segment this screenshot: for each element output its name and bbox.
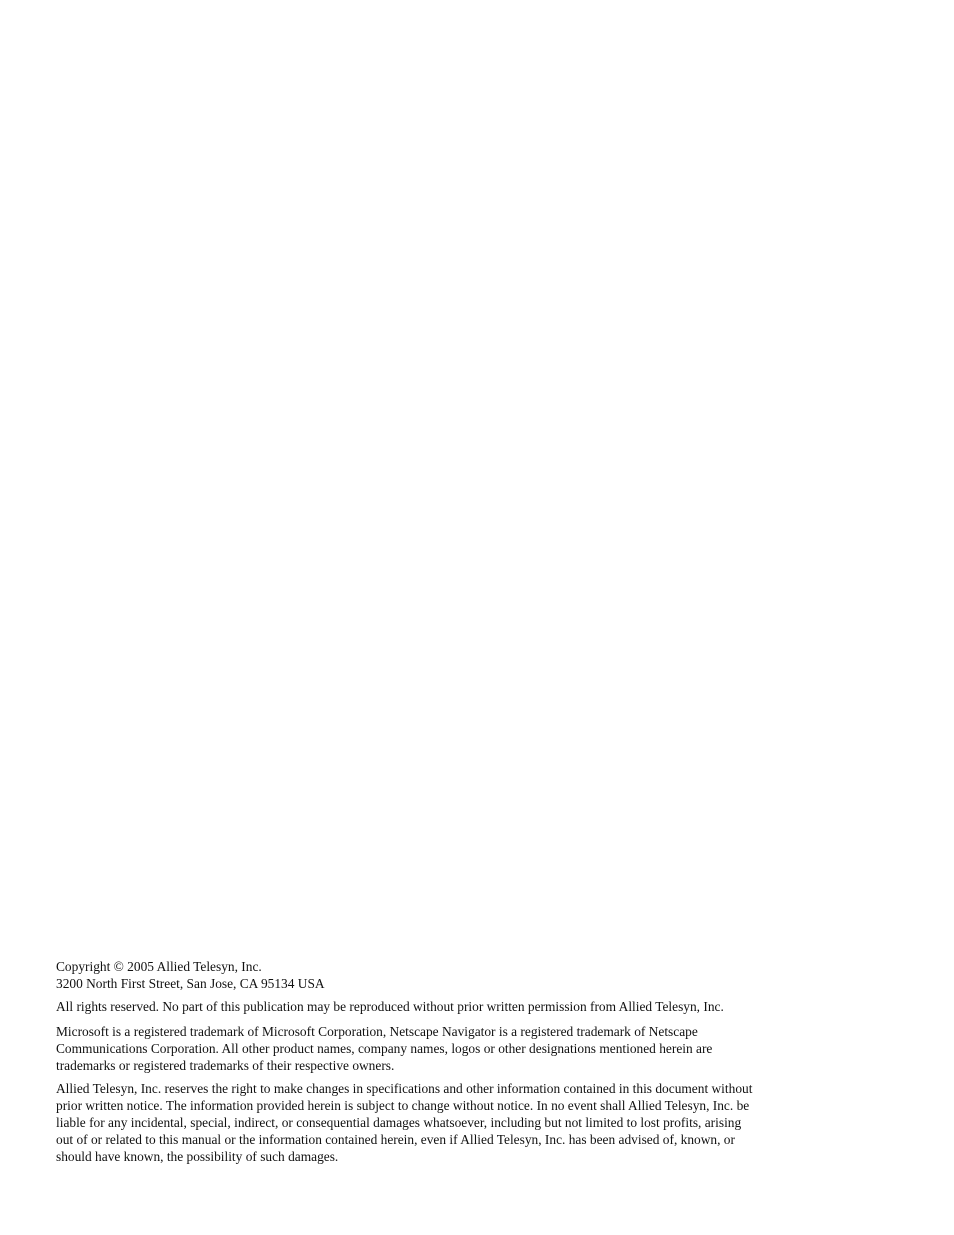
disclaimer-line-3: liable for any incidental, special, indirect, or consequential damages whatsoever, including but not limited to lost profits, arising [56, 1115, 742, 1130]
rights-paragraph [56, 998, 900, 1015]
disclaimer-line-4: out of or related to this manual or the information contained herein, even if Allied Telesyn, Inc. has been advised of, known, or [56, 1132, 735, 1147]
trademarks-line-1: Microsoft is a registered trademark of Microsoft Corporation, Netscape Navigator is a registered trademark of Netscape [56, 1024, 698, 1039]
trademarks-line-2: Communications Corporation. All other product names, company names, logos or other designations mentioned herein are [56, 1041, 713, 1056]
legal-notice [56, 958, 900, 1171]
disclaimer-line-5: should have known, the possibility of such damages. [56, 1149, 339, 1164]
rights-text: All rights reserved. No part of this publication may be reproduced without prior written permission from Allied Telesyn, Inc. [56, 999, 724, 1014]
disclaimer-line-2: prior written notice. The information provided herein is subject to change without notice. In no event shall Allied Telesyn, Inc. be [56, 1098, 750, 1113]
address-line: 3200 North First Street, San Jose, CA 95134 USA [56, 976, 325, 991]
copyright-block [56, 958, 900, 992]
trademarks-paragraph [56, 1023, 900, 1074]
copyright-line: Copyright © 2005 Allied Telesyn, Inc. [56, 959, 262, 974]
disclaimer-paragraph [56, 1080, 900, 1165]
disclaimer-line-1: Allied Telesyn, Inc. reserves the right to make changes in specifications and other information contained in this document without [56, 1081, 753, 1096]
trademarks-line-3: trademarks or registered trademarks of their respective owners. [56, 1058, 395, 1073]
